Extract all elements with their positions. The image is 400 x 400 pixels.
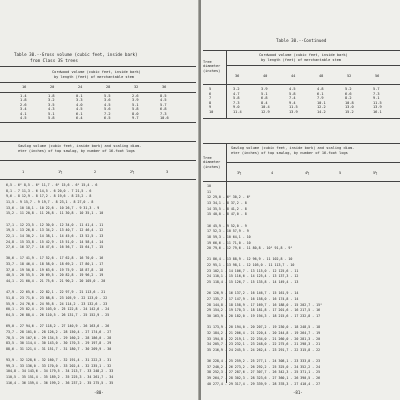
column-header: 1½ [58, 170, 63, 174]
column-header: 36 [162, 85, 167, 89]
table-cell: 13.0 [345, 105, 354, 110]
right-upper-stub-header: Tree diameter (inches) [203, 60, 221, 73]
table-row: 27,6 - 16 37,7 - 16 47,6 - 16 56,7 - 15 64,7 - 15 [6, 245, 104, 250]
table-cell: 4.0 [76, 102, 83, 107]
table-cell: 9.4 [289, 100, 296, 105]
right-page [201, 0, 400, 400]
table-rule [203, 84, 400, 85]
table-cell: 10.6 [160, 116, 169, 120]
table-row: 13 34,1 - 8 37,2 - 8 [207, 200, 247, 205]
table-row: 23 102,1 - 14 106,7 - 13 115,0 - 12 125,6 - 11 [207, 268, 299, 273]
table-row: 8,1 - 7 11,3 - 6 14,5 - 6 20,0 - 7 21,5 - 6 [6, 188, 92, 193]
table-cell: 5.8 [289, 91, 296, 96]
left-upper-header-line2: by length (feet) of merchantable stem [54, 75, 135, 79]
column-header: 48 [319, 74, 324, 78]
column-header: 2½ [130, 170, 135, 174]
table-rule [0, 66, 196, 67]
table-row: 110,5 - 35 151,4 - 35 189,2 - 35 225,3 - 34 261,7 - 34 [6, 375, 114, 380]
table-row: 22 95,1 - 13 98,1 - 12 105,0 - 11 113,7 - 10 [207, 263, 295, 268]
table-row: 15 40,0 - 8 47,0 - 8 [207, 212, 247, 217]
table-cell: 4.5 [160, 98, 167, 103]
table-row: 6,5 - 6² 8,5 - 6² 11,7 - 6² 15,6 - 6² 15,4 - 6 [6, 183, 98, 187]
table-row: 34 205,7 - 23 232,1 - 23 248,0 - 22 275,6 - 21 298,3 - 21 [207, 342, 321, 347]
table-row: 21 86,4 - 13 88,9 - 12 96,9 - 11 102,8 - 10 [207, 257, 293, 262]
table-cell: 10.1 [317, 100, 326, 105]
table-cell: 6.6 [345, 91, 352, 96]
right-page-title: Table 30.--Continued [276, 38, 327, 43]
table-cell: 4.5 [104, 102, 111, 107]
table-cell: 5.7 [160, 102, 167, 107]
table-row: 93,9 - 32 128,6 - 32 160,7 - 32 191,4 - 31 222,3 - 31 [6, 358, 112, 363]
table-row: 51,8 - 23 71,0 - 23 88,8 - 23 105,9 - 22 123,0 - 22 [6, 296, 108, 300]
right-lower-stub-header: Tree diameter (inches) [203, 156, 221, 169]
table-cell: 8.0 [132, 111, 139, 116]
table-cell: 10.4 [261, 105, 270, 110]
table-row: 35 216,9 - 24 245,5 - 24 262,4 - 23 291,7 - 22 315,8 - 22 [207, 347, 321, 352]
table-cell: 5 [209, 87, 212, 91]
table-cell: 3.2 [48, 98, 55, 103]
table-cell: 3.5 [48, 102, 55, 107]
left-page-title-line1: Table 30.--Gross volume (cubic feet, inside bark) [14, 52, 138, 57]
table-cell: 9.7 [132, 116, 139, 120]
left-upper-header-line1: Cordwood volume (cubic feet, inside bark) [52, 70, 141, 74]
table-rule [0, 122, 196, 123]
column-header: 32 [134, 85, 139, 89]
column-header: 28 [106, 85, 111, 89]
table-row: 104,8 - 34 143,6 - 34 179,5 - 34 213,7 - 33 248,2 - 33 [6, 369, 114, 374]
table-cell: 4.5 [289, 87, 296, 91]
table-cell: 2.6 [132, 94, 139, 98]
table-row: 11 [207, 189, 211, 194]
right-lower-header-line1: Sawlog volume (cubic feet, inside bark) and scaling diam- [231, 146, 355, 150]
table-cell: 7.9 [317, 96, 324, 101]
table-cell: 7 [209, 96, 212, 101]
table-row: 64,5 - 26 88,4 - 26 110,5 - 26 131,7 - 25 152,9 - 25 [6, 312, 110, 317]
table-row: 19,5 - 13 26,8 - 13 34,2 - 13 40,7 - 12 46,4 - 12 [6, 228, 104, 233]
table-cell: 8.2 [345, 96, 352, 101]
table-cell: 6.5 [104, 116, 111, 120]
table-cell: 10.8 [345, 100, 354, 105]
table-row: 9,6 - 8 12,9 - 8 17,2 - 8 19,6 - 8 23,2 - 8 [6, 194, 92, 199]
table-cell: 5.7 [373, 87, 380, 91]
table-cell: 6.8 [160, 107, 167, 112]
table-cell: 11.5 [289, 105, 298, 110]
table-cell: 9.0 [233, 105, 240, 110]
table-cell: 7.3 [233, 100, 240, 105]
table-cell: 4.7 [233, 91, 240, 96]
left-lower-header-line1: Sawlog volume (cubic feet, inside bark) and scaling diam- [18, 144, 142, 148]
table-row: 25 118,4 - 15 126,7 - 15 135,8 - 14 149,4 - 13 [207, 280, 299, 285]
table-row: 33,7 - 18 46,4 - 18 58,0 - 18 69,2 - 17 80,1 - 17 [6, 262, 104, 267]
table-cell: 3.3 [76, 98, 83, 103]
left-page-title-line2: from Class 3S trees [30, 58, 78, 63]
table-cell: 12.2 [317, 105, 326, 110]
table-row: 20 79,6 - 12 79,6 - 11 80,8 - 10² 91,8 - 9² [207, 246, 293, 251]
table-cell: 4.3 [48, 107, 55, 112]
table-row: 10 [207, 184, 211, 188]
table-cell: 5.8 [132, 107, 139, 112]
table-cell: 14.2 [317, 110, 326, 114]
table-cell: 6.1 [317, 91, 324, 96]
table-row: 17,1 - 12 23,5 - 12 30,0 - 12 34,0 - 11 41,4 - 11 [6, 222, 104, 227]
table-row: 83,5 - 30 114,4 - 30 143,0 - 30 170,3 - 29 197,8 - 29 [6, 341, 112, 346]
table-row: 55,9 - 24 76,6 - 24 95,8 - 24 114,2 - 23 132,6 - 23 [6, 301, 108, 306]
table-rule [0, 82, 196, 83]
column-header: 5½ [373, 171, 378, 175]
table-rule [0, 141, 196, 142]
table-cell: 16.1 [373, 110, 382, 114]
table-row: 28 144,8 - 18 158,9 - 17 169,7 - 16 188,0 - 15 202,7 - 15² [207, 302, 323, 307]
table-rule [0, 160, 196, 161]
table-row: 19 66,6 - 11 71,0 - 10 [207, 240, 251, 245]
table-row: 26 126,9 - 16 137,2 - 16 146,7 - 15 161,9 - 14 [207, 291, 299, 296]
table-cell: 11.5 [373, 100, 382, 105]
column-header: 3 [166, 170, 169, 174]
column-header: 40 [263, 74, 268, 78]
table-cell: 6.8 [261, 96, 268, 101]
table-cell: 5.1 [132, 102, 139, 107]
table-row: 22,1 - 14 30,2 - 14 38,1 - 14 45,6 - 13 52,5 - 13 [6, 233, 104, 238]
table-cell: 5.8 [233, 96, 240, 101]
table-row: 12 29,0 - 6² 30,2 - 6² [207, 195, 251, 200]
table-row: 78,5 - 29 107,6 - 29 134,5 - 29 160,2 - 28 186,0 - 28 [6, 335, 112, 340]
table-cell: 10 [209, 110, 214, 114]
table-cell: 7.3 [160, 111, 167, 116]
column-header: 3½ [237, 171, 242, 175]
column-header: 44 [291, 74, 296, 78]
table-row: 29 154,2 - 19 170,3 - 18 181,8 - 17 201,6 - 16 217,5 - 16 [207, 308, 321, 313]
table-rule [203, 181, 400, 182]
table-cell: 6.1 [76, 111, 83, 116]
table-row: 73,7 - 28 101,0 - 28 126,2 - 28 150,4 - 27 174,6 - 27 [6, 329, 112, 334]
table-row: 30,6 - 17 41,9 - 17 52,6 - 17 62,8 - 16 70,0 - 16 [6, 256, 104, 261]
column-header: 1 [22, 170, 25, 174]
table-row: 16 45,9 - 9 52,0 - 9 [207, 223, 247, 228]
table-cell: 3.6 [104, 98, 111, 103]
table-cell: 8.4 [261, 100, 268, 105]
table-row: 37 240,2 - 26 273,2 - 26 292,2 - 25 325,0 - 24 352,2 - 24 [207, 364, 321, 369]
left-page [0, 0, 199, 400]
table-row: 24 110,1 - 15 116,6 - 14 125,4 - 13 137,3 - 12 [207, 274, 299, 279]
table-row: 88,6 - 31 121,4 - 31 151,7 - 31 180,7 - 30 209,9 - 30 [6, 346, 112, 351]
table-row: 36 228,4 - 25 259,2 - 25 277,1 - 24 308,1 - 23 333,8 - 23 [207, 359, 321, 364]
table-row: 15,2 - 11 20,8 - 11 26,8 - 11 30,8 - 10 35,1 - 10 [6, 211, 104, 216]
table-row: 14 35,5 - 8 41,2 - 8 [207, 206, 247, 211]
table-rule [203, 143, 400, 144]
table-rule [0, 92, 196, 93]
table-cell: 3.9 [132, 98, 139, 103]
column-header: 36 [235, 74, 240, 78]
table-cell: 4.8 [317, 87, 324, 91]
table-cell: 3.4 [20, 107, 27, 112]
table-cell: 5.5 [104, 94, 111, 98]
left-page-number: -80- [94, 390, 104, 395]
table-cell: 9.1 [373, 96, 380, 101]
table-cell: 1.4 [20, 94, 27, 98]
column-header: 4 [271, 171, 274, 175]
table-cell: 5.2 [345, 87, 352, 91]
table-cell: 1.8 [20, 98, 27, 103]
table-cell: 8 [209, 100, 212, 105]
column-header: 52 [347, 74, 352, 78]
table-cell: 0.1 [76, 94, 83, 98]
table-rule [203, 118, 400, 119]
table-row: 11,5 - 9 15,7 - 9 19,7 - 8 23,1 - 8 27,0 - 8 [6, 199, 94, 204]
column-header: 24 [78, 85, 83, 89]
left-lower-header-line2: eter (inches) of top sawlog, by number of 16-foot logs [18, 149, 135, 153]
table-cell: 13.9 [373, 105, 382, 110]
table-row: 17 52,3 - 10 57,9 - 9 [207, 229, 249, 234]
table-cell: 15.2 [345, 110, 354, 114]
table-rule [203, 50, 400, 51]
table-cell: 4.1 [20, 111, 27, 116]
table-cell: 3.2 [233, 87, 240, 91]
right-lower-header-line2: eter (inches) of top sawlog, by number of 16-foot logs [231, 151, 348, 155]
table-row: 44,1 - 21 60,4 - 21 75,6 - 21 90,2 - 20 105,0 - 20 [6, 279, 106, 284]
table-cell: 4.5 [20, 116, 27, 120]
table-row: 30 163,9 - 20 182,0 - 19 194,3 - 18 215,6 - 17 232,8 - 17 [207, 313, 321, 318]
table-row: 13,6 - 10 18,1 - 10 22,6 - 10 26,7 - 9 31,3 - 9 [6, 205, 100, 210]
table-rule [226, 65, 400, 66]
column-header: 56 [375, 74, 380, 78]
table-cell: 13.9 [289, 110, 298, 114]
table-row: 37,0 - 19 50,8 - 19 63,6 - 19 75,9 - 18 87,8 - 18 [6, 267, 104, 272]
table-cell: 6.4 [76, 116, 83, 120]
right-upper-header-line1: Cordwood volume (cubic feet, inside bark) [259, 53, 348, 57]
column-header: 20 [50, 85, 55, 89]
table-row: 31 173,9 - 20 194,0 - 20 207,2 - 19 230,0 - 18 248,5 - 18 [207, 325, 321, 330]
table-cell: 7.3 [373, 91, 380, 96]
table-row: 24,8 - 15 33,8 - 15 42,9 - 15 51,0 - 14 58,4 - 14 [6, 239, 104, 244]
column-header: 5 [339, 171, 342, 175]
right-upper-header-line2: by length (feet) of merchantable stem [261, 58, 342, 62]
table-cell: 11.4 [233, 110, 242, 114]
table-cell: 9 [209, 105, 212, 110]
table-row: 40,5 - 20 55,5 - 20 69,5 - 20 82,8 - 19 96,2 - 19 [6, 273, 104, 278]
table-row: 27 135,7 - 17 147,9 - 16 158,0 - 16 174,8 - 14 [207, 297, 299, 301]
table-cell: 6 [209, 91, 212, 96]
right-page-number: -81- [293, 390, 303, 395]
table-row: 60,1 - 25 82,4 - 25 103,0 - 25 122,8 - 24 142,6 - 24 [6, 307, 110, 312]
table-row: 33 194,8 - 22 219,1 - 22 234,0 - 21 260,0 - 20 281,3 - 20 [207, 336, 321, 341]
table-row: 99,3 - 33 136,0 - 33 170,0 - 33 202,4 - 32 235,1 - 32 [6, 363, 112, 368]
column-header: 4½ [305, 171, 310, 175]
table-cell: 5.1 [48, 111, 55, 116]
table-row: 69,0 - 27 94,6 - 27 118,2 - 27 140,9 - 26 163,6 - 26 [6, 324, 110, 329]
table-row: 40 277,4 - 29 317,4 - 29 339,9 - 28 378,3 - 27 410,4 - 27 [207, 381, 321, 386]
table-cell: 12.9 [261, 110, 270, 114]
table-cell: 7.2 [104, 111, 111, 116]
table-cell: 5.8 [48, 116, 55, 120]
table-cell: 7.4 [289, 96, 296, 101]
table-cell: 5.6 [104, 107, 111, 112]
table-cell: 4.5 [76, 107, 83, 112]
table-row: 32 184,2 - 21 206,4 - 21 220,4 - 20 244,8 - 19 264,7 - 19 [207, 330, 321, 335]
table-rule [226, 162, 400, 163]
table-cell: 3.9 [261, 87, 268, 91]
column-header: 2 [94, 170, 97, 174]
table-rule [0, 179, 196, 180]
table-row: 18 59,3 - 10 64,1 - 10 [207, 234, 251, 239]
table-row: 38 252,3 - 27 287,6 - 27 307,7 - 26 342,3 - 25 371,1 - 25 [207, 370, 321, 375]
column-header: 16 [22, 85, 27, 89]
table-cell: 1.8 [48, 94, 55, 98]
table-row: 116,4 - 36 159,4 - 36 199,2 - 36 237,2 - 35 275,5 - 35 [6, 380, 114, 385]
table-row: 39 264,7 - 28 302,3 - 28 323,6 - 27 360,1 - 26 390,5 - 26 [207, 376, 321, 381]
table-cell: 2.6 [20, 102, 27, 107]
table-cell: 5.1 [261, 91, 268, 96]
table-row: 47,9 - 22 65,6 - 22 82,1 - 22 97,9 - 21 113,6 - 21 [6, 290, 106, 295]
table-cell: 8.5 [160, 94, 167, 98]
